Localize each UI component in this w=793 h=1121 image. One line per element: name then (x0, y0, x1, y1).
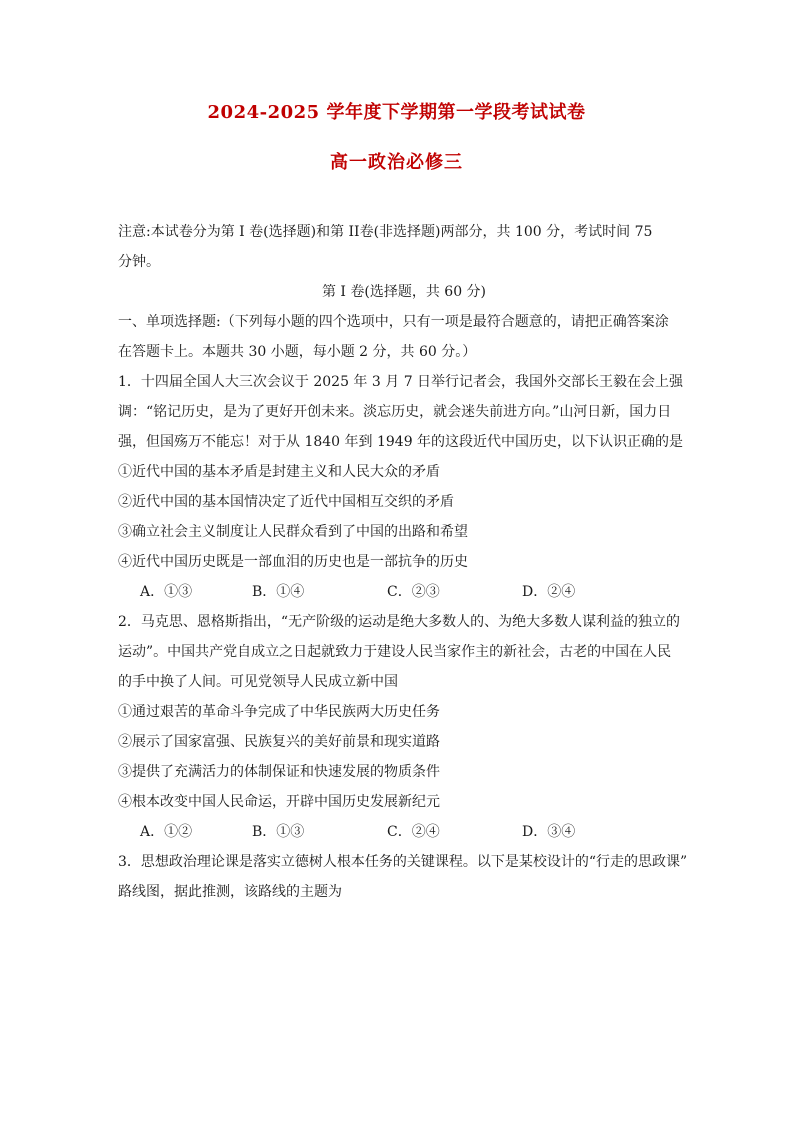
question-stem-line: 2．马克思、恩格斯指出，“无产阶级的运动是绝大多数人的、为绝大多数人谋利益的独立的 (118, 614, 681, 630)
section-instruction-2: 在答题卡上。本题共 30 小题，每小题 2 分，共 60 分。） (118, 344, 477, 360)
question-stem-line: 调：“铭记历史，是为了更好开创未来。淡忘历史，就会迷失前进方向。”山河日新，国力日 (118, 404, 672, 420)
section-instruction-1: 一、单项选择题:（下列每小题的四个选项中，只有一项是最符合题意的，请把正确答案涂 (118, 314, 669, 330)
question-stem-line: 路线图，据此推测，该路线的主题为 (118, 884, 342, 900)
exam-subtitle: 高一政治必修三 (330, 152, 463, 173)
section-heading: 第 I 卷(选择题，共 60 分) (321, 284, 487, 300)
exam-title: 2024-2025 学年度下学期第一学段考试试卷 (207, 102, 586, 123)
option-d: D．②④ (522, 584, 576, 600)
question-3 (118, 850, 690, 910)
option-d: D．③④ (522, 824, 576, 840)
question-stem-line: 强，但国殇万不能忘！对于从 1840 年到 1949 年的这段近代中国历史，以下认识正确的是 (118, 434, 684, 450)
question-stem-line: 的手中换了人间。可见党领导人民成立新中国 (118, 674, 398, 690)
question-1 (118, 370, 690, 610)
question-2 (118, 610, 690, 850)
exam-body (118, 220, 690, 910)
question-item: ①近代中国的基本矛盾是封建主义和人民大众的矛盾 (118, 464, 440, 480)
question-options (118, 580, 690, 610)
question-stem-line: 1．十四届全国人大三次会议于 2025 年 3 月 7 日举行记者会，我国外交部长王毅在会上强 (118, 374, 684, 390)
option-b: B．①④ (252, 584, 305, 600)
option-a: A．①② (140, 824, 193, 840)
notice-line-1: 注意:本试卷分为第 I 卷(选择题)和第 II卷(非选择题)两部分，共 100 分，考试时间 75 (118, 224, 653, 240)
notice-line-2: 分钟。 (118, 254, 160, 270)
question-options (118, 820, 690, 850)
question-item: ④近代中国历史既是一部血泪的历史也是一部抗争的历史 (118, 554, 468, 570)
question-item: ②展示了国家富强、民族复兴的美好前景和现实道路 (118, 734, 440, 750)
question-item: ④根本改变中国人民命运，开辟中国历史发展新纪元 (118, 794, 440, 810)
question-stem-line: 运动”。中国共产党自成立之日起就致力于建设人民当家作主的新社会，古老的中国在人民 (118, 644, 672, 660)
question-stem-line: 3．思想政治理论课是落实立德树人根本任务的关键课程。以下是某校设计的“行走的思政课” (118, 854, 688, 870)
question-item: ①通过艰苦的革命斗争完成了中华民族两大历史任务 (118, 704, 440, 720)
question-item: ③确立社会主义制度让人民群众看到了中国的出路和希望 (118, 524, 468, 540)
option-c: C．②③ (387, 584, 440, 600)
option-b: B．①③ (252, 824, 305, 840)
option-c: C．②④ (387, 824, 440, 840)
question-item: ③提供了充满活力的体制保证和快速发展的物质条件 (118, 764, 440, 780)
option-a: A．①③ (140, 584, 193, 600)
question-item: ②近代中国的基本国情决定了近代中国相互交织的矛盾 (118, 494, 454, 510)
